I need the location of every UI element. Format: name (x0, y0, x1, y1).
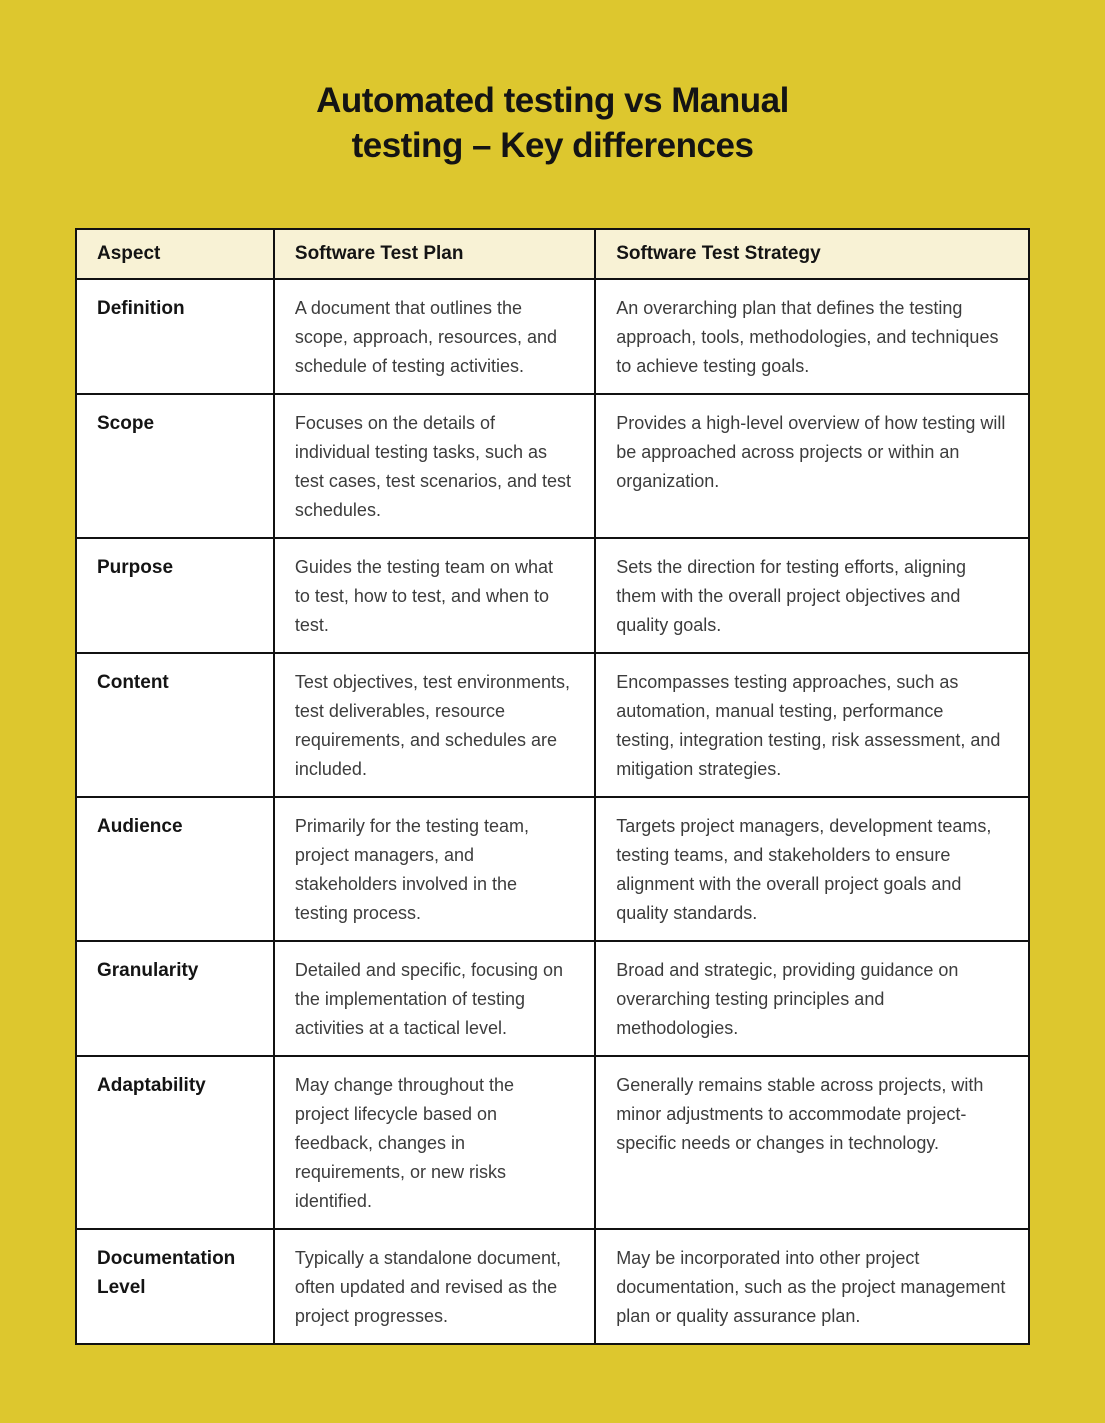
table-header-row (76, 229, 1029, 279)
strategy-cell: Encompasses testing approaches, such as automation, manual testing, performance testing, integration testing, risk assessment, and mitigation strategies. (595, 653, 1029, 797)
strategy-cell: An overarching plan that defines the testing approach, tools, methodologies, and techniques to achieve testing goals. (595, 279, 1029, 394)
aspect-cell: Purpose (76, 538, 274, 653)
table-row (76, 1056, 1029, 1229)
aspect-cell: Granularity (76, 941, 274, 1056)
table-row (76, 941, 1029, 1056)
column-header-strategy: Software Test Strategy (595, 229, 1029, 279)
strategy-cell: Targets project managers, development teams, testing teams, and stakeholders to ensure alignment with the overall project goals and quality standards. (595, 797, 1029, 941)
column-header-aspect: Aspect (76, 229, 274, 279)
page-title-line2: testing – Key differences (351, 126, 754, 165)
aspect-cell: Content (76, 653, 274, 797)
plan-cell: Detailed and specific, focusing on the implementation of testing activities at a tactical level. (274, 941, 595, 1056)
strategy-cell: Provides a high-level overview of how testing will be approached across projects or within an organization. (595, 394, 1029, 538)
plan-cell: Guides the testing team on what to test, how to test, and when to test. (274, 538, 595, 653)
table-row (76, 1229, 1029, 1344)
page-title-line1: Automated testing vs Manual (316, 81, 789, 120)
strategy-cell: Sets the direction for testing efforts, aligning them with the overall project objectives and quality goals. (595, 538, 1029, 653)
column-header-plan: Software Test Plan (274, 229, 595, 279)
aspect-cell: Documentation Level (76, 1229, 274, 1344)
table-row (76, 279, 1029, 394)
page-title (0, 78, 1105, 168)
strategy-cell: May be incorporated into other project documentation, such as the project management plan or quality assurance plan. (595, 1229, 1029, 1344)
strategy-cell: Generally remains stable across projects, with minor adjustments to accommodate project-specific needs or changes in technology. (595, 1056, 1029, 1229)
plan-cell: Primarily for the testing team, project managers, and stakeholders involved in the testing process. (274, 797, 595, 941)
comparison-table (75, 228, 1030, 1345)
table-row (76, 394, 1029, 538)
plan-cell: Test objectives, test environments, test deliverables, resource requirements, and schedules are included. (274, 653, 595, 797)
table-row (76, 797, 1029, 941)
plan-cell: Focuses on the details of individual testing tasks, such as test cases, test scenarios, and test schedules. (274, 394, 595, 538)
strategy-cell: Broad and strategic, providing guidance on overarching testing principles and methodologies. (595, 941, 1029, 1056)
aspect-cell: Definition (76, 279, 274, 394)
table-row (76, 538, 1029, 653)
aspect-cell: Adaptability (76, 1056, 274, 1229)
table-row (76, 653, 1029, 797)
plan-cell: Typically a standalone document, often updated and revised as the project progresses. (274, 1229, 595, 1344)
aspect-cell: Scope (76, 394, 274, 538)
plan-cell: A document that outlines the scope, approach, resources, and schedule of testing activities. (274, 279, 595, 394)
plan-cell: May change throughout the project lifecycle based on feedback, changes in requirements, or new risks identified. (274, 1056, 595, 1229)
aspect-cell: Audience (76, 797, 274, 941)
